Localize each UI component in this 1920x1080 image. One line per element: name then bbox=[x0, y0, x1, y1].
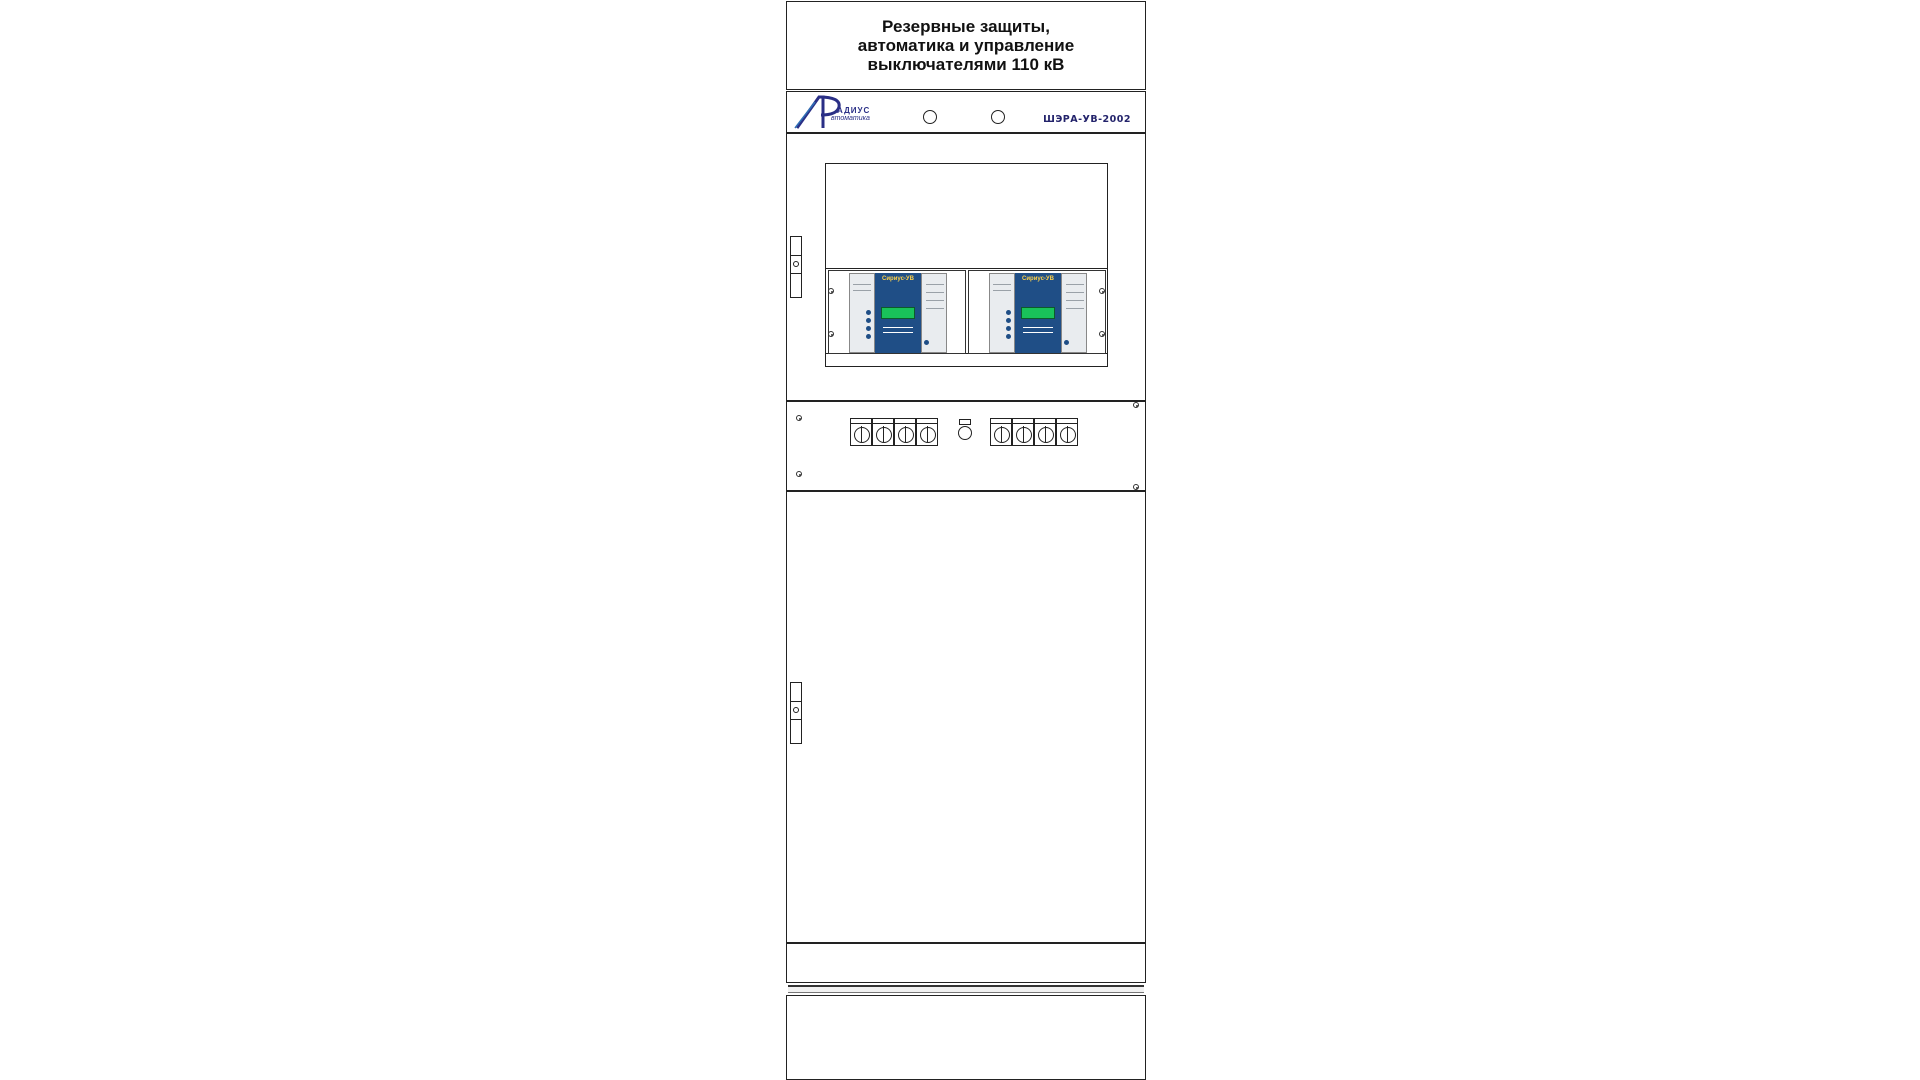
relay-1-left-panel bbox=[849, 273, 875, 353]
rotary-switch[interactable] bbox=[1012, 418, 1034, 446]
bottom-panel bbox=[786, 943, 1146, 983]
rotary-switch[interactable] bbox=[990, 418, 1012, 446]
rail-screw bbox=[828, 331, 834, 337]
plinth bbox=[786, 995, 1146, 1080]
rotary-switch[interactable] bbox=[850, 418, 872, 446]
signal-lamp-1 bbox=[923, 110, 937, 124]
rotary-switch[interactable] bbox=[872, 418, 894, 446]
relay-1-name: Сириус-УВ bbox=[882, 276, 914, 282]
panel-screw bbox=[1133, 484, 1139, 490]
panel-screw bbox=[1133, 402, 1139, 408]
lower-door-handle[interactable] bbox=[790, 682, 802, 744]
relay-1-display bbox=[881, 307, 915, 319]
panel-screw bbox=[796, 471, 802, 477]
relay-2-face bbox=[1015, 273, 1061, 353]
relay-unit-2 bbox=[968, 270, 1106, 354]
panel-screw bbox=[796, 415, 802, 421]
relay-unit-1 bbox=[828, 270, 966, 354]
rail-screw bbox=[1099, 331, 1105, 337]
relay-window bbox=[825, 163, 1108, 367]
signal-lamp-2 bbox=[991, 110, 1005, 124]
switch-panel bbox=[786, 401, 1146, 491]
rail-screw bbox=[1099, 288, 1105, 294]
relay-2-name: Сириус-УВ bbox=[1022, 276, 1054, 282]
upper-door bbox=[786, 133, 1146, 401]
relay-1-keypad[interactable] bbox=[883, 327, 913, 333]
relay-1-face bbox=[875, 273, 921, 353]
logo-text: АДИУС bbox=[837, 106, 871, 115]
relay-1-right-panel bbox=[921, 273, 947, 353]
rail-screw bbox=[828, 288, 834, 294]
cabinet-model: ШЭРА-УВ-2002 bbox=[1043, 114, 1131, 125]
logo-subtitle: втоматика bbox=[831, 115, 870, 122]
title-plate bbox=[786, 1, 1146, 90]
lower-door bbox=[786, 491, 1146, 943]
rotary-switch[interactable] bbox=[894, 418, 916, 446]
header-strip bbox=[786, 91, 1146, 133]
key-switch[interactable] bbox=[958, 419, 972, 441]
rotary-switch[interactable] bbox=[1034, 418, 1056, 446]
cabinet-title: Резервные защиты, автоматика и управление выключателями 110 кВ bbox=[857, 17, 1075, 74]
relay-2-right-panel bbox=[1061, 273, 1087, 353]
upper-door-handle[interactable] bbox=[790, 236, 802, 298]
relay-2-left-panel bbox=[989, 273, 1015, 353]
plinth-rail bbox=[788, 985, 1144, 993]
rotary-switch[interactable] bbox=[1056, 418, 1078, 446]
relay-2-keypad[interactable] bbox=[1023, 327, 1053, 333]
relay-2-display bbox=[1021, 307, 1055, 319]
rotary-switch[interactable] bbox=[916, 418, 938, 446]
